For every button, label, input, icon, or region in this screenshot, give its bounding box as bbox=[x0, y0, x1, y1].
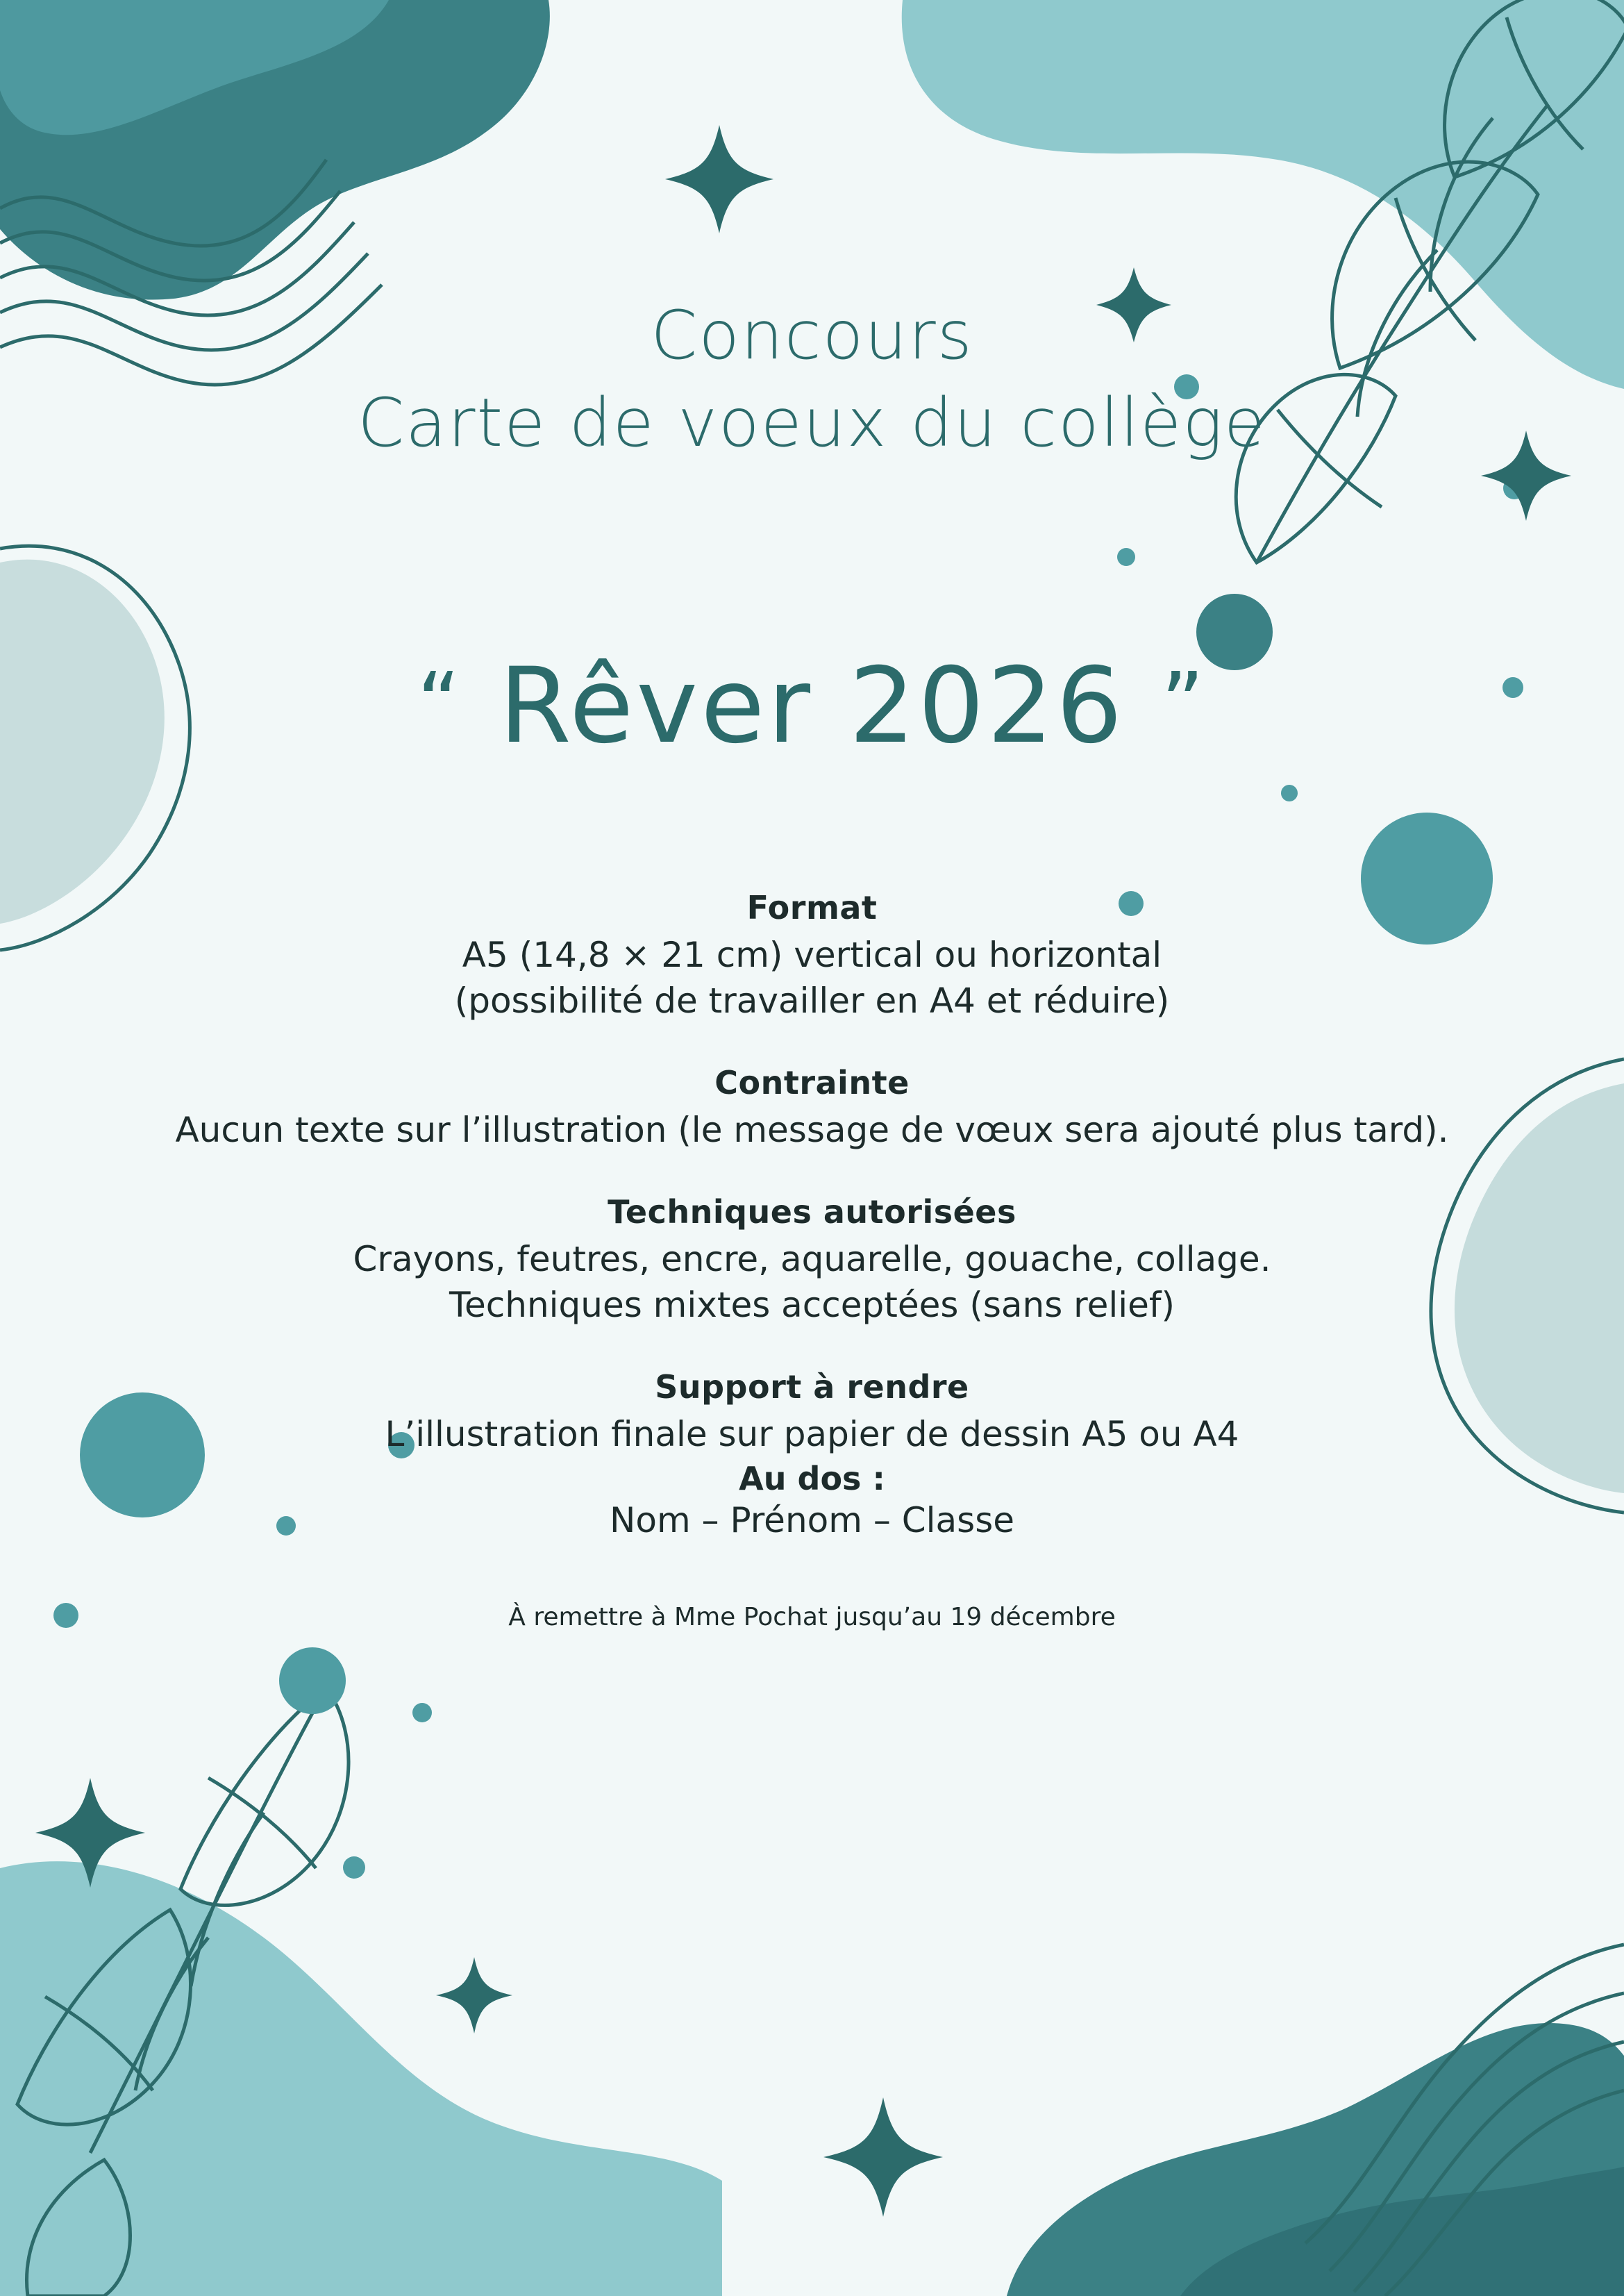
section-line: L’illustration finale sur papier de dessin A5 ou A4 bbox=[385, 1414, 1239, 1454]
poster-title bbox=[0, 299, 1624, 460]
poster-theme bbox=[0, 646, 1624, 767]
section-subline: Nom – Prénom – Classe bbox=[609, 1500, 1015, 1540]
section-subheading: Au dos : bbox=[739, 1460, 885, 1497]
section-heading: Contrainte bbox=[714, 1064, 910, 1101]
section-line: Aucun texte sur l’illustration (le message de vœux sera ajouté plus tard). bbox=[175, 1110, 1449, 1150]
section-support bbox=[0, 1368, 1624, 1543]
theme-text: Rêver 2026 bbox=[499, 646, 1125, 767]
quote-close: ” bbox=[1161, 656, 1207, 752]
title-line-2: Carte de voeux du collège bbox=[358, 383, 1266, 462]
section-contrainte bbox=[0, 1064, 1624, 1153]
section-line: Techniques mixtes acceptées (sans relief) bbox=[449, 1285, 1175, 1325]
section-techniques bbox=[0, 1193, 1624, 1328]
section-heading: Techniques autorisées bbox=[608, 1193, 1016, 1231]
quote-open: “ bbox=[417, 656, 463, 752]
section-format bbox=[0, 889, 1624, 1024]
section-line: (possibilité de travailler en A4 et réduire) bbox=[454, 981, 1170, 1021]
poster-sections bbox=[0, 889, 1624, 1631]
deadline-note: À remettre à Mme Pochat jusqu’au 19 décembre bbox=[508, 1603, 1116, 1631]
section-heading: Format bbox=[746, 889, 878, 926]
section-line: Crayons, feutres, encre, aquarelle, gouache, collage. bbox=[353, 1239, 1271, 1279]
section-heading: Support à rendre bbox=[655, 1368, 969, 1406]
title-line-1: Concours bbox=[651, 297, 973, 374]
section-line: A5 (14,8 × 21 cm) vertical ou horizontal bbox=[462, 935, 1162, 975]
